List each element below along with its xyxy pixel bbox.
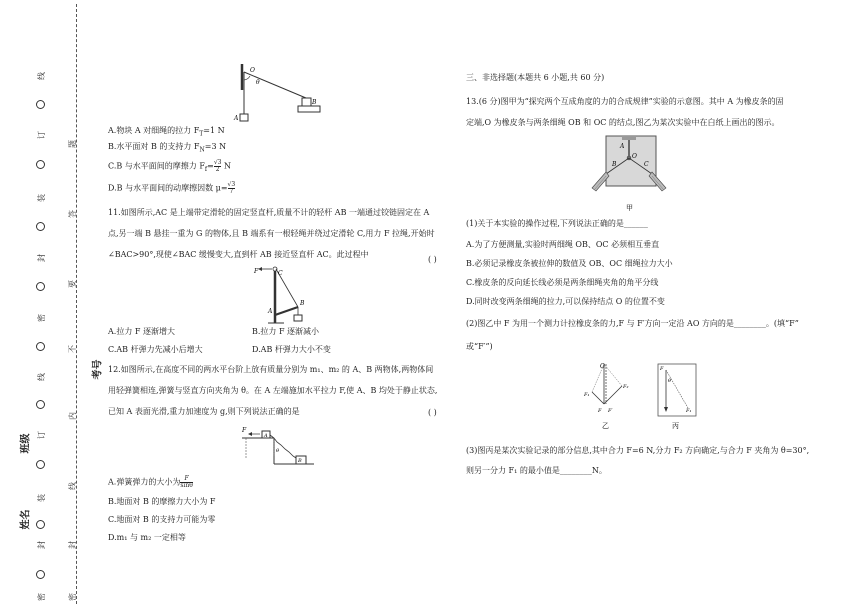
- q10-figure: [228, 62, 328, 122]
- seal-line-char: 封: [37, 541, 46, 549]
- margin-warning-char: 要: [68, 280, 77, 288]
- q10-fig-label-b: B: [312, 99, 317, 106]
- seal-line-char: 封: [37, 254, 46, 262]
- class-label: 班级: [20, 433, 32, 454]
- q12-option-d: D.m₁ 与 m₂ 一定相等: [108, 533, 186, 542]
- q13-sub2-line1: (2)图乙中 F 为用一个测力计拉橡皮条的力,F 与 F′方向一定沿 AO 方向的是________。(填“F”: [466, 319, 799, 328]
- exam-number-label: 考号: [92, 359, 104, 380]
- binding-hole-circle: [36, 222, 45, 231]
- seal-line-char: 密: [37, 314, 46, 322]
- q13-sub1-option-d: D.同时改变两条细绳的拉力,可以保持结点 O 的位置不变: [466, 297, 665, 306]
- q13-jia-caption: 甲: [626, 204, 633, 212]
- q13-yi-caption: 乙: [602, 422, 609, 430]
- margin-warning-char: 不: [68, 345, 77, 353]
- q10-option-d: D.B 与水平面间的动摩擦因数 μ= $\frac{√3}{7}$: [108, 181, 236, 195]
- q12-option-b: B.地面对 B 的摩擦力大小为 F: [108, 497, 216, 506]
- margin-warning-char: 线: [68, 482, 77, 490]
- q13-jia-label-b: B: [612, 161, 617, 168]
- q13-sub1-option-b: B.必须记录橡皮条被拉伸的数值及 OB、OC 细绳拉力大小: [466, 259, 673, 268]
- q10-option-c: C.B 与水平面间的摩擦力 $F_f=$ $\frac{√3}{2}$ N: [108, 159, 232, 174]
- q13-sub3-line2: 则另一分力 F₁ 的最小值是________N。: [466, 466, 607, 475]
- margin-warning-char: 密: [68, 593, 77, 601]
- q10-option-a: A.物块 A 对细绳的拉力 $F_T=1$ N: [108, 126, 225, 138]
- binding-hole-circle: [36, 342, 45, 351]
- q11-option-b: B.拉力 F 逐渐减小: [252, 327, 320, 336]
- q13-yi-label-f: F: [598, 408, 602, 414]
- q13-sub1-option-a: A.为了方便测量,实验时两细绳 OB、OC 必须相互垂直: [466, 240, 660, 249]
- q13-stem: 13.(6 分)图甲为“探究两个互成角度的力的合成规律”实验的示意图。其中 A 为橡皮条的固 定端,O 为橡皮条与两条细绳 OB 和 OC 的结点,图乙为某次实验中在白纸上画出的图示。: [466, 97, 784, 127]
- q11-fig-label-b: B: [300, 300, 305, 307]
- q13-bing-caption: 丙: [672, 422, 679, 430]
- q12-fig-label-a: A: [264, 433, 268, 439]
- seal-line-char: 订: [37, 431, 46, 439]
- q13-jia-label-o: O: [632, 153, 637, 160]
- seal-line-char: 装: [37, 194, 46, 202]
- seal-line-char: 线: [37, 373, 46, 381]
- q13-sub1-question: (1)关于本实验的操作过程,下列说法正确的是______: [466, 219, 648, 228]
- q10-fig-label-o: O: [250, 67, 255, 74]
- margin-warning-char: 答: [68, 210, 77, 218]
- binding-hole-circle: [36, 570, 45, 579]
- q10-option-b: B.水平面对 B 的支持力 $F_N=3$ N: [108, 142, 227, 154]
- binding-hole-circle: [36, 160, 45, 169]
- margin-warning-char: 封: [68, 541, 77, 549]
- q12-fig-label-b: B: [298, 458, 302, 464]
- q11-option-c: C.AB 杆弹力先减小后增大: [108, 345, 203, 354]
- q13-bing-label-f1: F₁: [686, 408, 692, 414]
- q11-figure: [254, 265, 318, 325]
- q10-fig-label-theta: θ: [256, 79, 260, 86]
- q13-sub2-line2: 或“F′”): [466, 342, 493, 351]
- margin-warning-char: 内: [68, 412, 77, 420]
- seal-line-char: 密: [37, 593, 46, 601]
- q12-fig-label-f: F: [242, 427, 247, 434]
- q12-figure: [240, 428, 316, 468]
- q13-figure-yi: [584, 362, 630, 432]
- q12-option-a: A.弹簧弹力的大小为 $\frac{F}{\sin\theta}$: [108, 475, 193, 489]
- margin-warning-char: 题: [68, 140, 77, 148]
- seal-line-char: 订: [37, 131, 46, 139]
- binding-hole-circle: [36, 282, 45, 291]
- q10-fig-label-a: A: [234, 115, 239, 122]
- q13-sub1-option-c: C.橡皮条的反向延长线必须是两条细绳夹角的角平分线: [466, 278, 659, 287]
- q11-fig-label-c: C: [278, 270, 283, 277]
- q13-jia-label-a: A: [620, 143, 625, 150]
- q11-fig-label-a: A: [268, 308, 273, 315]
- q13-yi-label-f2: F₂: [623, 384, 629, 390]
- q11-fig-label-f: F: [254, 268, 259, 275]
- q11-answer-paren[interactable]: ( ): [428, 255, 437, 264]
- q12-option-c: C.地面对 B 的支持力可能为零: [108, 515, 216, 524]
- q13-sub3-line1: (3)图丙是某次实验记录的部分信息,其中合力 F=6 N,分力 F₂ 方向确定,与合力 F 夹角为 θ=30°,: [466, 446, 810, 455]
- q13-yi-label-f1: F₁: [584, 392, 590, 398]
- q11-option-a: A.拉力 F 逐渐增大: [108, 327, 175, 336]
- q13-figure-jia: [592, 134, 676, 214]
- binding-hole-circle: [36, 520, 45, 529]
- q13-bing-label-theta: θ: [668, 378, 672, 384]
- binding-margin: [0, 0, 100, 608]
- q13-bing-label-f: F: [660, 366, 664, 372]
- q13-yi-label-fprime: F′: [608, 408, 613, 414]
- seal-line-char: 装: [37, 494, 46, 502]
- q12-stem: 12.如图所示,在高度不同的两水平台阶上放有质量分别为 m₁、m₂ 的 A、B 两物体,两物体间 用轻弹簧相连,弹簧与竖直方向夹角为 θ。在 A 左端施加水平拉力 F,使 A、B 均处于静止状态, 已知 A 表面光滑,重力加速度为 g,则下列说法正确的是: [108, 365, 438, 416]
- binding-line: [76, 4, 77, 604]
- binding-hole-circle: [36, 400, 45, 409]
- q13-yi-label-o: O: [600, 363, 605, 370]
- q11-option-d: D.AB 杆弹力大小不变: [252, 345, 331, 354]
- q13-figure-bing: [656, 362, 700, 432]
- binding-hole-circle: [36, 100, 45, 109]
- q13-jia-label-c: C: [644, 161, 649, 168]
- binding-hole-circle: [36, 460, 45, 469]
- q11-stem: 11.如图所示,AC 是上端带定滑轮的固定竖直杆,质量不计的轻杆 AB 一端通过铰链固定在 A 点,另一端 B 悬挂一重为 G 的物体,且 B 端系有一根轻绳并绕过定滑轮 C,用力 F 拉绳,开始时 ∠BAC>90°,现使∠BAC 缓慢变大,直到杆 AB 接近竖直杆 AC。此过程中: [108, 208, 435, 259]
- section-title: 三、非选择题(本题共 6 小题,共 60 分): [466, 73, 605, 82]
- q12-answer-paren[interactable]: ( ): [428, 408, 437, 417]
- q12-fig-label-theta: θ: [276, 448, 280, 454]
- seal-line-char: 线: [37, 72, 46, 80]
- name-label: 姓名: [20, 509, 32, 530]
